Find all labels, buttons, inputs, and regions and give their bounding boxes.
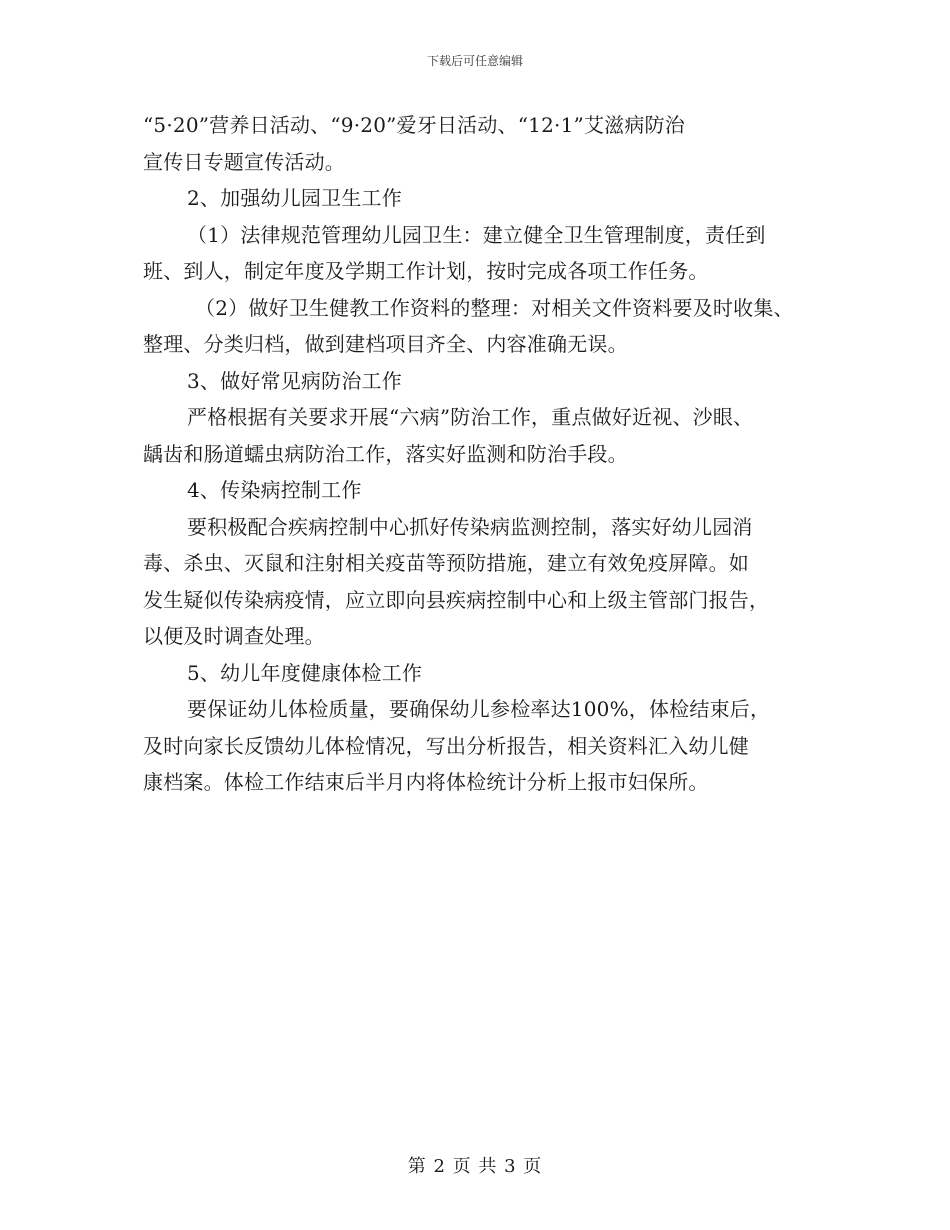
text-line: 整理、分类归档，做到建档项目齐全、内容准确无误。 xyxy=(143,332,628,356)
section-heading: 5、幼儿年度健康体检工作 xyxy=(187,660,423,685)
text-line: 严格根据有关要求开展“六病”防治工作，重点做好近视、沙眼、 xyxy=(187,405,754,429)
text-line: 以便及时调查处理。 xyxy=(143,624,325,648)
section-heading: 2、加强幼儿园卫生工作 xyxy=(187,186,402,210)
text-line: 康档案。体检工作结束后半月内将体检统计分析上报市妇保所。 xyxy=(143,770,709,794)
text-line: 班、到人，制定年度及学期工作计划，按时完成各项工作任务。 xyxy=(143,259,709,283)
text-line: （1）法律规范管理幼儿园卫生：建立健全卫生管理制度，责任到 xyxy=(187,222,766,247)
text-line: “5·20”营养日活动、“9·20”爱牙日活动、“12·1”艾滋病防治 xyxy=(143,113,685,137)
text-line: 龋齿和肠道蠕虫病防治工作，落实好监测和防治手段。 xyxy=(143,441,628,466)
text-line: 及时向家长反馈幼儿体检情况，写出分析报告，相关资料汇入幼儿健 xyxy=(143,733,749,758)
text-line: 要积极配合疾病控制中心抓好传染病监测控制，落实好幼儿园消 xyxy=(187,514,753,539)
section-heading: 4、传染病控制工作 xyxy=(187,478,362,502)
page-header: 下载后可任意编辑 xyxy=(426,54,523,68)
section-heading: 3、做好常见病防治工作 xyxy=(187,368,402,393)
document-body xyxy=(143,107,823,801)
text-line: 毒、杀虫、灭鼠和注射相关疫苗等预防措施，建立有效免疫屏障。如 xyxy=(143,551,749,575)
text-line: （2）做好卫生健教工作资料的整理：对相关文件资料要及时收集、 xyxy=(195,295,794,320)
page-number: 第 2 页 共 3 页 xyxy=(407,1156,543,1177)
text-line: 宣传日专题宣传活动。 xyxy=(143,149,345,174)
text-line: 要保证幼儿体检质量，要确保幼儿参检率达100%，体检结束后， xyxy=(187,697,771,721)
text-line: 发生疑似传染病疫情，应立即向县疾病控制中心和上级主管部门报告， xyxy=(143,587,770,612)
